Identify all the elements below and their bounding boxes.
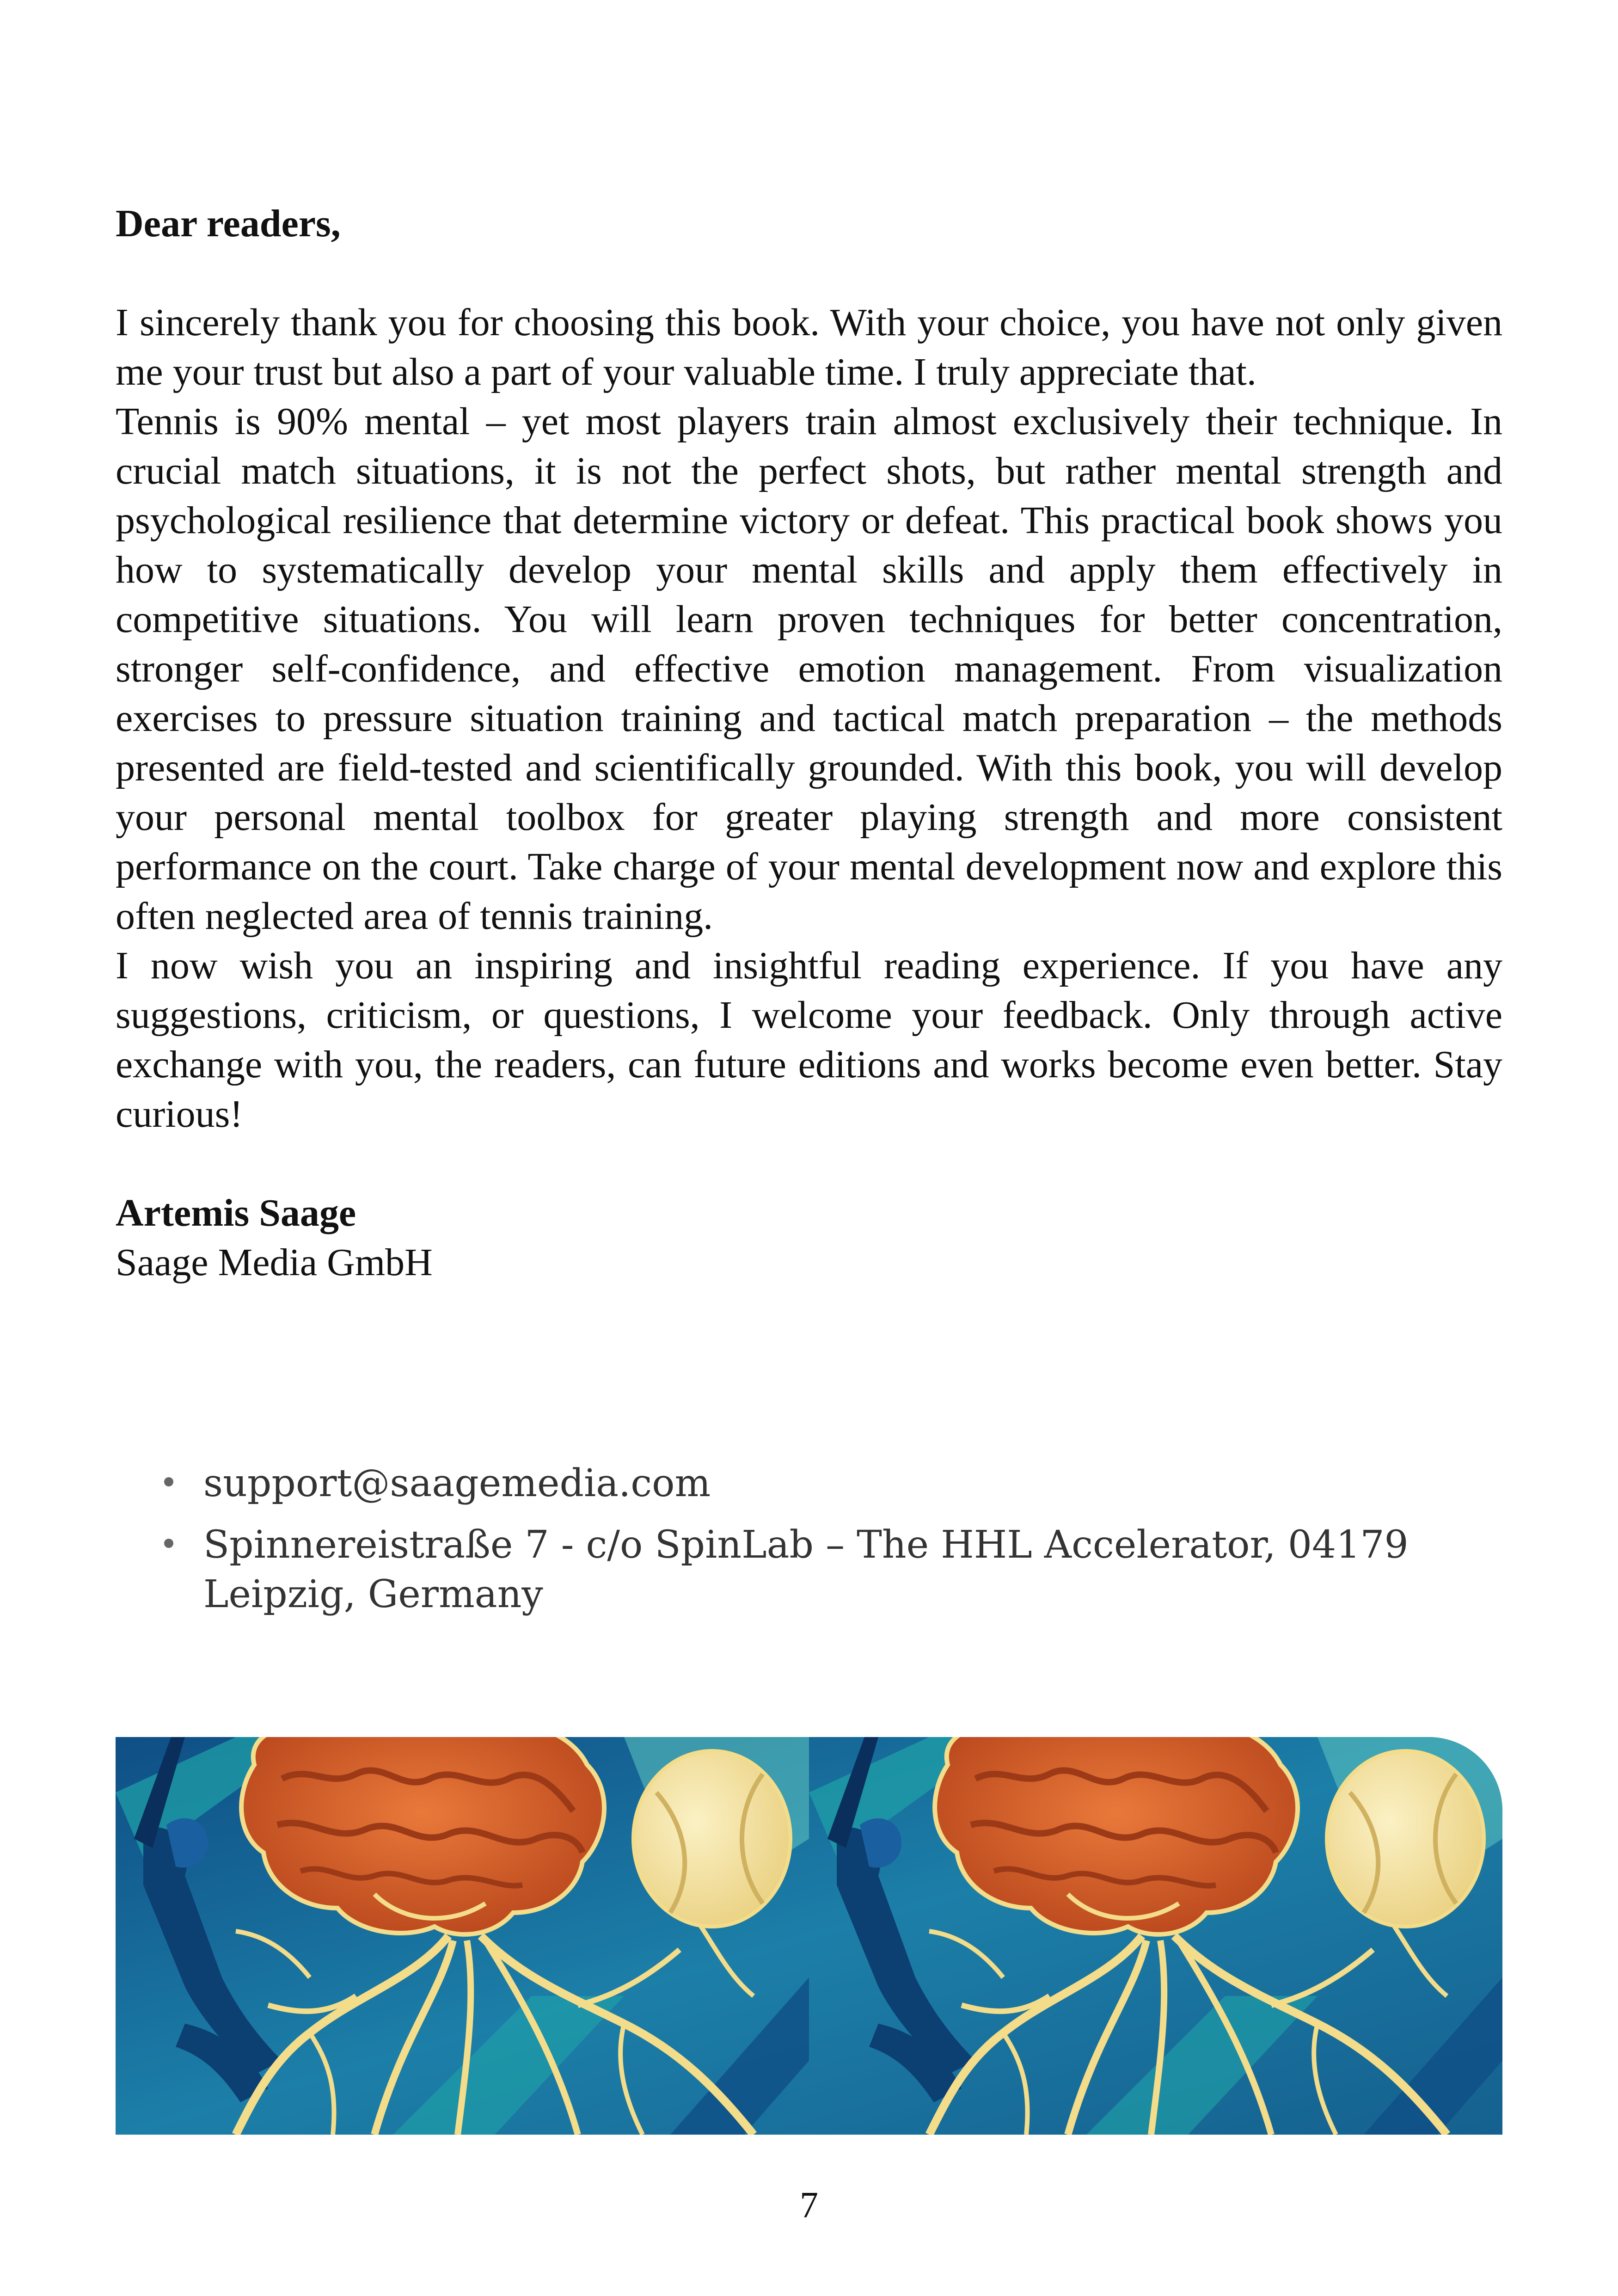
paragraph-closing: I now wish you an inspiring and insightful reading experience. If you have any suggestions, criticism, or questions, I welcome your feedback. Only through active exchange with you, the readers, can future editions and works become even better. Stay curious! (116, 944, 1502, 1136)
contact-email[interactable] (116, 1459, 1502, 1508)
letter-text (116, 199, 1502, 1287)
greeting: Dear readers, (116, 202, 341, 245)
page-number: 7 (800, 2185, 818, 2226)
contact-address (116, 1520, 1502, 1619)
paragraph-thanks: I sincerely thank you for choosing this book. With your choice, you have not only given me your trust but also a part of your valuable time. I truly appreciate that. (116, 301, 1502, 393)
author-name: Artemis Saage (116, 1191, 356, 1234)
decorative-banner-image (116, 1737, 1502, 2135)
signature (116, 1188, 1502, 1287)
contact-address-text: Spinnereistraße 7 - c/o SpinLab – The HHL Accelerator, 04179 Leipzig, Germany (203, 1523, 1409, 1616)
bullet-icon (164, 1539, 173, 1548)
brain-tennis-illustration (116, 1737, 1502, 2135)
bullet-icon (164, 1477, 173, 1486)
contact-list (116, 1459, 1502, 1631)
company-name: Saage Media GmbH (116, 1241, 433, 1284)
paragraph-book-description: Tennis is 90% mental – yet most players train almost exclusively their technique. In crucial match situations, it is not the perfect shots, but rather mental strength and psychological resilience that determine victory or defeat. This practical book shows you how to systematically develop your mental skills and apply them effectively in competitive situations. You will learn proven techniques for better concentration, stronger self-confidence, and effective emotion management. From visualization exercises to pressure situation training and tactical match preparation – the methods presented are field-tested and scientifically grounded. With this book, you will develop your personal mental toolbox for greater playing strength and more consistent performance on the court. Take charge of your mental development now and explore this often neglected area of tennis training. (116, 400, 1502, 938)
contact-email-text: support@saagemedia.com (203, 1461, 711, 1505)
